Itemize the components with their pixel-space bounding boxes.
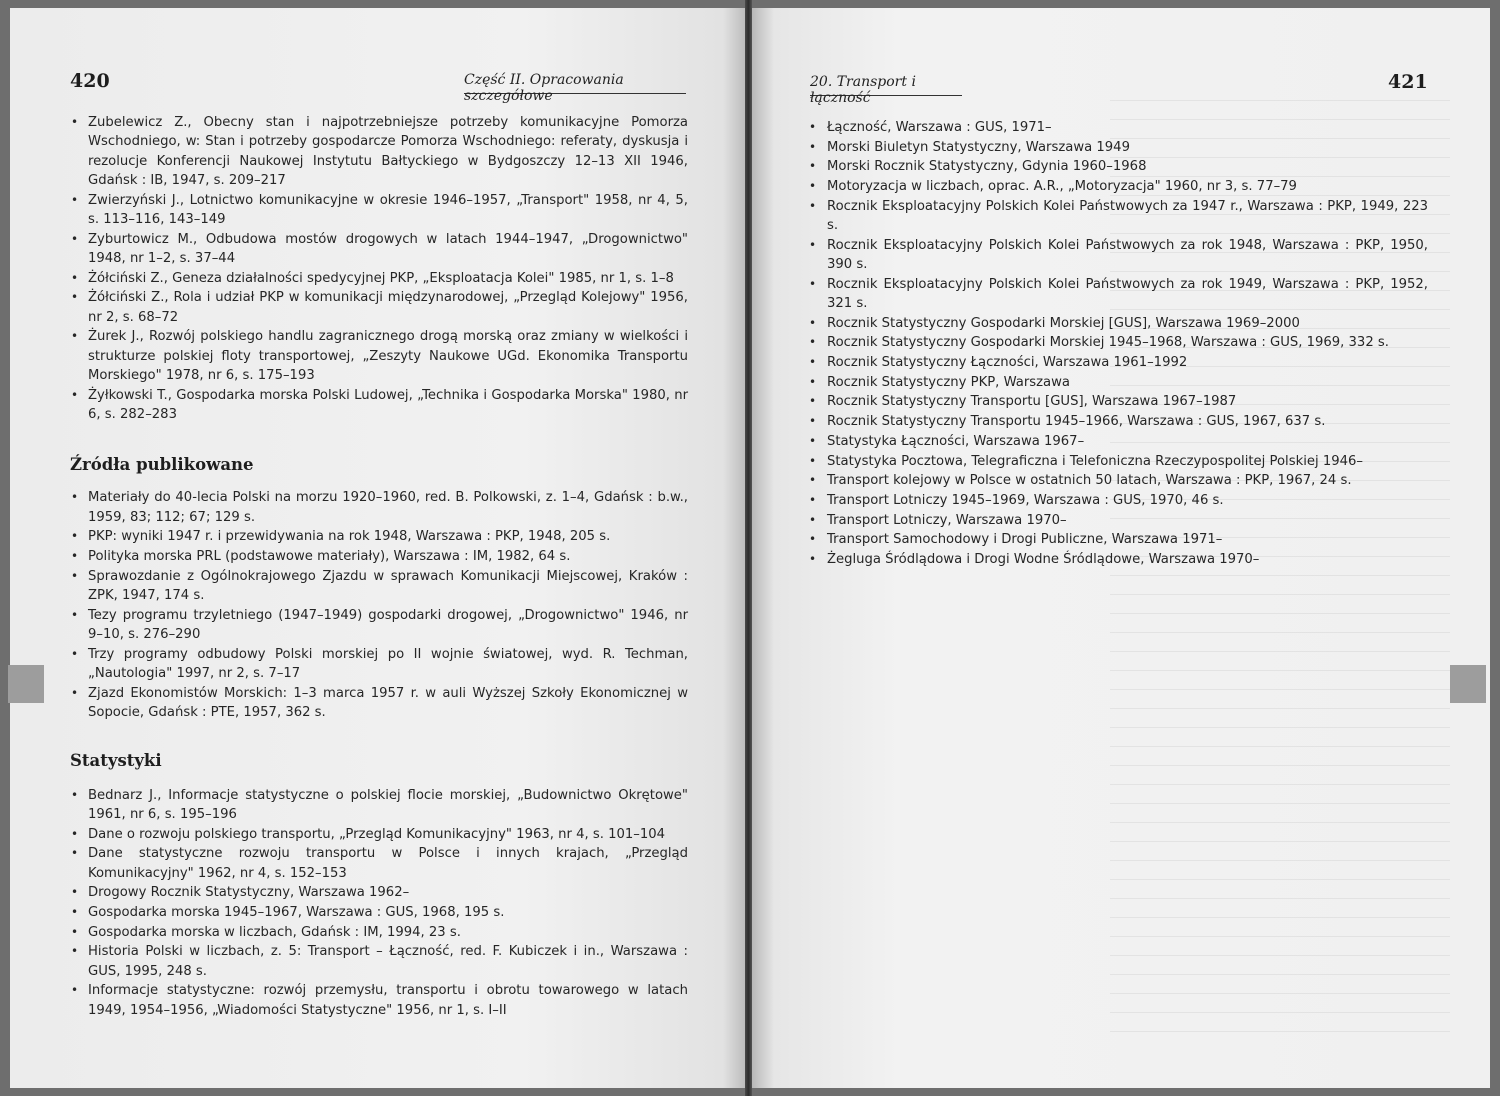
bullet-icon: •	[71, 944, 79, 959]
bullet-icon: •	[71, 685, 79, 700]
bibliography-entry	[808, 236, 1428, 275]
bullet-icon: •	[809, 532, 817, 547]
right-page-number: 421	[1388, 71, 1428, 93]
bullet-icon: •	[71, 231, 79, 246]
bibliography-entry	[70, 786, 688, 825]
right-running-head: 20. Transport i łączność	[810, 74, 962, 96]
bibliography-entry	[70, 923, 688, 942]
bibliography-entry	[808, 353, 1428, 372]
entry-text: Statystyka Łączności, Warszawa 1967–	[827, 433, 1085, 449]
bullet-icon: •	[71, 329, 79, 344]
bullet-icon: •	[809, 492, 817, 507]
bibliography-entry	[70, 191, 688, 230]
bullet-icon: •	[809, 198, 817, 213]
bibliography-entry	[808, 511, 1428, 530]
entry-text: Motoryzacja w liczbach, oprac. A.R., „Motoryzacja" 1960, nr 3, s. 77–79	[827, 179, 1297, 195]
bibliography-entry	[70, 606, 688, 645]
bullet-icon: •	[71, 904, 79, 919]
entry-text: Zyburtowicz M., Odbudowa mostów drogowych w latach 1944–1947, „Drogownictwo" 1948, nr 1–2, s. 37–44	[88, 231, 688, 266]
bullet-icon: •	[809, 276, 817, 291]
left-text-column	[70, 113, 688, 1020]
bullet-icon: •	[809, 139, 817, 154]
entry-text: Morski Rocznik Statystyczny, Gdynia 1960–1968	[827, 159, 1147, 175]
right-text-column	[808, 118, 1428, 570]
bibliography-entry	[70, 645, 688, 684]
entry-text: Rocznik Eksploatacyjny Polskich Kolei Państwowych za 1947 r., Warszawa : PKP, 1949, 223 s.	[827, 198, 1428, 234]
entry-text: Gospodarka morska 1945–1967, Warszawa : GUS, 1968, 195 s.	[88, 904, 505, 920]
bullet-icon: •	[809, 335, 817, 350]
statistics-list	[70, 786, 688, 1020]
bullet-icon: •	[809, 179, 817, 194]
bibliography-entry	[70, 488, 688, 527]
continued-bibliography-list	[70, 113, 688, 424]
bullet-icon: •	[71, 885, 79, 900]
entry-text: Dane o rozwoju polskiego transportu, „Przegląd Komunikacyjny" 1963, nr 4, s. 101–104	[88, 826, 666, 842]
bullet-icon: •	[71, 607, 79, 622]
bibliography-entry	[70, 113, 688, 190]
entry-text: Rocznik Eksploatacyjny Polskich Kolei Państwowych za rok 1949, Warszawa : PKP, 1952, 321 s.	[827, 276, 1428, 312]
bibliography-entry	[808, 157, 1428, 176]
entry-text: PKP: wyniki 1947 r. i przewidywania na rok 1948, Warszawa : PKP, 1948, 205 s.	[88, 529, 611, 545]
bibliography-entry	[70, 288, 688, 327]
entry-text: Rocznik Statystyczny PKP, Warszawa	[827, 374, 1071, 390]
bibliography-entry	[70, 547, 688, 566]
entry-text: Żółciński Z., Geneza działalności spedycyjnej PKP, „Eksploatacja Kolei" 1985, nr 1, s. 1–8	[88, 270, 674, 286]
bullet-icon: •	[71, 846, 79, 861]
entry-text: Morski Biuletyn Statystyczny, Warszawa 1949	[827, 139, 1130, 155]
bibliography-entry	[808, 118, 1428, 137]
bullet-icon: •	[71, 115, 79, 129]
bibliography-entry	[70, 825, 688, 844]
entry-text: Transport Lotniczy, Warszawa 1970–	[827, 512, 1067, 528]
entry-text: Informacje statystyczne: rozwój przemysłu, transportu i obrotu towarowego w latach 1949, 1954–1956, „Wiadomości Statystyczne" 1956, nr 1, s. I–II	[88, 983, 688, 1018]
bullet-icon: •	[809, 512, 817, 527]
bibliography-entry	[808, 138, 1428, 157]
entry-text: Materiały do 40-lecia Polski na morzu 1920–1960, red. B. Polkowski, z. 1–4, Gdańsk : b.w., 1959, 83; 112; 67; 129 s.	[88, 490, 688, 525]
entry-text: Transport kolejowy w Polsce w ostatnich 50 latach, Warszawa : PKP, 1967, 24 s.	[827, 473, 1352, 489]
entry-text: Zwierzyński J., Lotnictwo komunikacyjne w okresie 1946–1957, „Transport" 1958, nr 4, 5, s. 113–116, 143–149	[88, 192, 688, 227]
entry-text: Żegluga Śródlądowa i Drogi Wodne Śródlądowe, Warszawa 1970–	[827, 551, 1260, 567]
entry-text: Sprawozdanie z Ogólnokrajowego Zjazdu w sprawach Komunikacji Miejscowej, Kraków : ZPK, 1947, 174 s.	[88, 568, 688, 604]
bullet-icon: •	[809, 394, 817, 409]
entry-text: Historia Polski w liczbach, z. 5: Transport – Łączność, red. F. Kubiczek i in., Warszawa : GUS, 1995, 248 s.	[88, 944, 688, 979]
entry-text: Drogowy Rocznik Statystyczny, Warszawa 1962–	[88, 885, 410, 901]
entry-text: Żółciński Z., Rola i udział PKP w komunikacji międzynarodowej, „Przegląd Kolejowy" 1956, nr 2, s. 68–72	[88, 290, 688, 325]
bibliography-entry	[808, 333, 1428, 352]
left-running-head: Część II. Opracowania szczegółowe	[464, 72, 686, 94]
bibliography-entry	[70, 386, 688, 425]
entry-text: Żurek J., Rozwój polskiego handlu zagranicznego drogą morską oraz zmiany w wielkości i strukturze polskiej floty transportowej, „Zeszyty Naukowe UGd. Ekonomika Transportu Morskiego" 1978, nr 6, s. 175–193	[88, 329, 688, 383]
bibliography-entry	[808, 314, 1428, 333]
bibliography-entry	[808, 392, 1428, 411]
bullet-icon: •	[71, 646, 79, 661]
bibliography-entry	[70, 981, 688, 1020]
bibliography-entry	[70, 684, 688, 723]
bullet-icon: •	[809, 551, 817, 566]
bullet-icon: •	[71, 490, 79, 505]
bullet-icon: •	[809, 315, 817, 330]
entry-text: Żyłkowski T., Gospodarka morska Polski Ludowej, „Technika i Gospodarka Morska" 1980, nr 6, s. 282–283	[88, 387, 688, 422]
bibliography-entry	[70, 527, 688, 546]
bullet-icon: •	[809, 237, 817, 252]
bibliography-entry	[808, 373, 1428, 392]
bullet-icon: •	[809, 159, 817, 174]
bullet-icon: •	[71, 529, 79, 544]
entry-text: Tezy programu trzyletniego (1947–1949) gospodarki drogowej, „Drogownictwo" 1946, nr 9–10, s. 276–290	[88, 607, 688, 643]
bibliography-entry	[808, 177, 1428, 196]
bullet-icon: •	[71, 826, 79, 841]
bibliography-entry	[808, 491, 1428, 510]
bibliography-entry	[70, 269, 688, 288]
entry-text: Rocznik Statystyczny Gospodarki Morskiej 1945–1968, Warszawa : GUS, 1969, 332 s.	[827, 335, 1389, 351]
bibliography-entry	[808, 550, 1428, 569]
bibliography-entry	[808, 412, 1428, 431]
bullet-icon: •	[809, 433, 817, 448]
right-thumb-index-tab	[1450, 665, 1486, 703]
bibliography-entry	[808, 452, 1428, 471]
bibliography-entry	[70, 327, 688, 385]
bibliography-entry	[808, 275, 1428, 314]
entry-text: Transport Lotniczy 1945–1969, Warszawa : GUS, 1970, 46 s.	[827, 492, 1224, 508]
bullet-icon: •	[809, 453, 817, 468]
bullet-icon: •	[71, 549, 79, 564]
section-heading-statistics: Statystyki	[70, 751, 162, 771]
bullet-icon: •	[71, 568, 79, 583]
bullet-icon: •	[809, 473, 817, 488]
bibliography-entry	[808, 530, 1428, 549]
entry-text: Statystyka Pocztowa, Telegraficzna i Telefoniczna Rzeczypospolitej Polskiej 1946–	[827, 453, 1364, 469]
entry-text: Rocznik Statystyczny Gospodarki Morskiej [GUS], Warszawa 1969–2000	[827, 315, 1300, 331]
left-thumb-index-tab	[8, 665, 44, 703]
entry-text: Zjazd Ekonomistów Morskich: 1–3 marca 1957 r. w auli Wyższej Szkoły Ekonomicznej w Sopocie, Gdańsk : PTE, 1957, 362 s.	[88, 685, 688, 720]
bullet-icon: •	[809, 355, 817, 370]
bullet-icon: •	[71, 924, 79, 939]
bullet-icon: •	[809, 120, 817, 134]
published-sources-list	[70, 488, 688, 722]
entry-text: Bednarz J., Informacje statystyczne o polskiej flocie morskiej, „Budownictwo Okrętowe" 1961, nr 6, s. 195–196	[88, 787, 688, 822]
bibliography-entry	[808, 432, 1428, 451]
bibliography-entry	[70, 567, 688, 606]
bibliography-entry	[70, 230, 688, 269]
bullet-icon: •	[71, 290, 79, 305]
section-heading-published-sources: Źródła publikowane	[70, 455, 254, 475]
bullet-icon: •	[71, 787, 79, 802]
entry-text: Zubelewicz Z., Obecny stan i najpotrzebniejsze potrzeby komunikacyjne Pomorza Wschodniego, w: Stan i potrzeby gospodarcze Pomorza Wschodniego: referaty, dyskusja i rezolucje Konferencji Naukowej Instytutu Bałtyckiego w Bydgoszczy 12–13 XII 1946, Gdańsk : IB, 1947, s. 209–217	[88, 115, 688, 188]
entry-text: Rocznik Statystyczny Łączności, Warszawa 1961–1992	[827, 355, 1188, 371]
entry-text: Rocznik Statystyczny Transportu 1945–1966, Warszawa : GUS, 1967, 637 s.	[827, 414, 1326, 430]
bullet-icon: •	[71, 192, 79, 207]
bibliography-entry	[808, 197, 1428, 236]
bullet-icon: •	[809, 374, 817, 389]
left-page-number: 420	[70, 70, 110, 92]
bullet-icon: •	[71, 983, 79, 998]
bibliography-entry	[808, 471, 1428, 490]
book-gutter	[745, 0, 752, 1096]
bullet-icon: •	[71, 387, 79, 402]
bibliography-entry	[70, 903, 688, 922]
entry-text: Gospodarka morska w liczbach, Gdańsk : IM, 1994, 23 s.	[88, 924, 461, 940]
bibliography-entry	[70, 883, 688, 902]
bullet-icon: •	[809, 414, 817, 429]
entry-text: Łączność, Warszawa : GUS, 1971–	[827, 120, 1052, 135]
entry-text: Trzy programy odbudowy Polski morskiej po II wojnie światowej, wyd. R. Techman, „Nautologia" 1997, nr 2, s. 7–17	[88, 646, 688, 682]
bibliography-entry	[70, 942, 688, 981]
bullet-icon: •	[71, 270, 79, 285]
entry-text: Rocznik Statystyczny Transportu [GUS], Warszawa 1967–1987	[827, 394, 1237, 410]
statistics-continued-list	[808, 118, 1428, 569]
bibliography-entry	[70, 844, 688, 883]
entry-text: Rocznik Eksploatacyjny Polskich Kolei Państwowych za rok 1948, Warszawa : PKP, 1950, 390 s.	[827, 237, 1428, 273]
entry-text: Transport Samochodowy i Drogi Publiczne, Warszawa 1971–	[827, 532, 1223, 548]
entry-text: Dane statystyczne rozwoju transportu w Polsce i innych krajach, „Przegląd Komunikacyjny" 1962, nr 4, s. 152–153	[88, 846, 688, 881]
entry-text: Polityka morska PRL (podstawowe materiały), Warszawa : IM, 1982, 64 s.	[88, 549, 571, 565]
